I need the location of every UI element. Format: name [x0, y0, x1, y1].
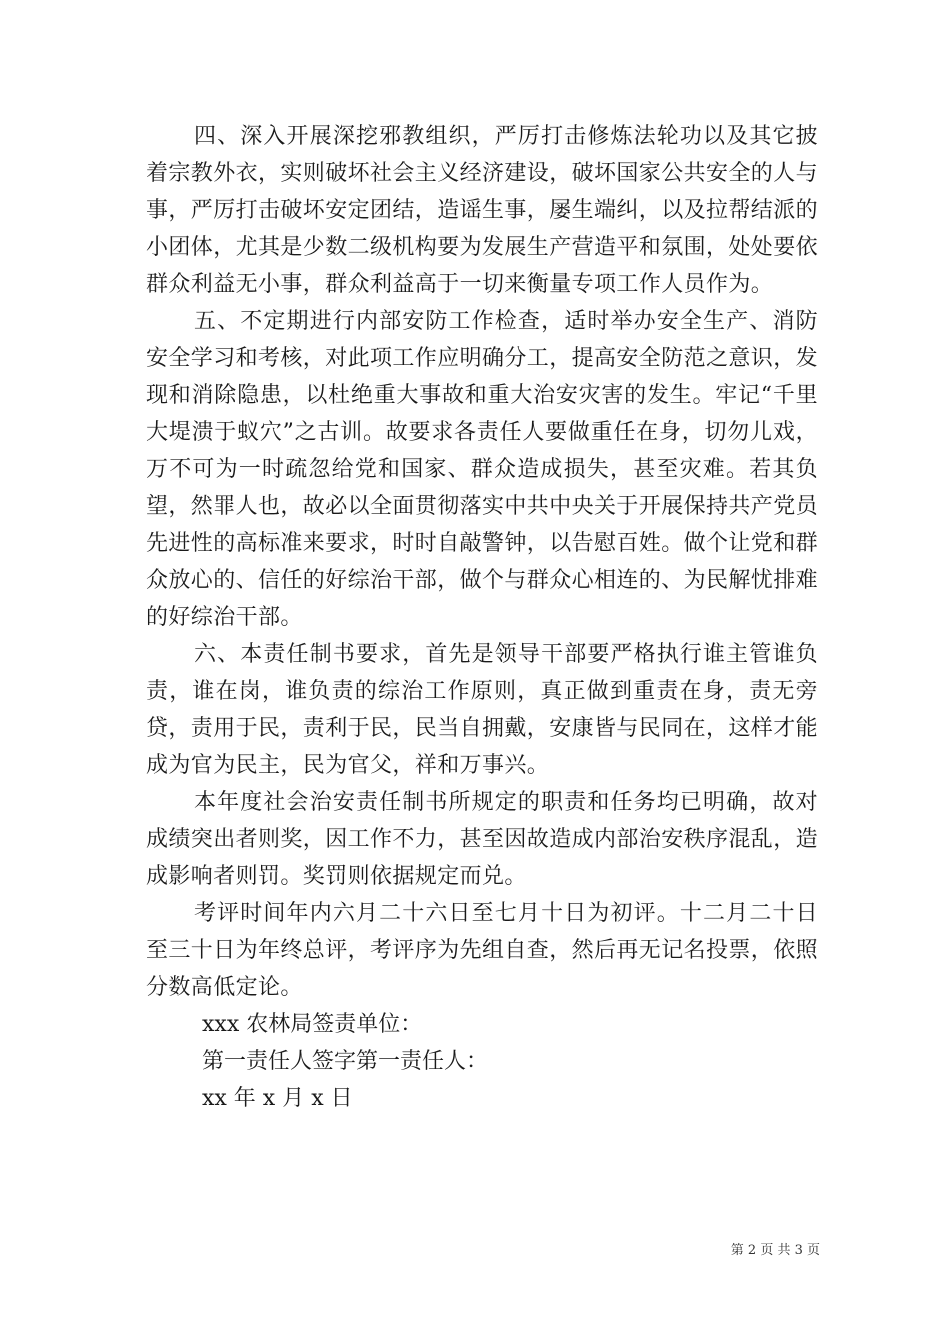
- paragraph-rewards: 本年度社会治安责任制书所规定的职责和任务均已明确，故对成绩突出者则奖，因工作不力，甚至因故造成内部治安秩序混乱，造成影响者则罚。奖罚则依据规定而兑。: [146, 790, 819, 889]
- paragraph-four: 四、深入开展深挖邪教组织，严厉打击修炼法轮功以及其它披着宗教外衣，实则破坏社会主义经济建设，破坏国家公共安全的人与事，严厉打击破坏安定团结，造谣生事，屡生端纠，以及拉帮结派的小团体，尤其是少数二级机构要为发展生产营造平和氛围，处处要依群众利益无小事，群众利益高于一切来衡量专项工作人员作为。: [146, 124, 819, 297]
- signature-person: 第一责任人签字第一责任人：: [202, 1049, 489, 1074]
- paragraph-evaluation: 考评时间年内六月二十六日至七月十日为初评。十二月二十日至三十日为年终总评，考评序为先组自查，然后再无记名投票，依照分数高低定论。: [146, 901, 819, 1000]
- paragraph-six: 六、本责任制书要求，首先是领导干部要严格执行谁主管谁负责，谁在岗，谁负责的综治工作原则，真正做到重责在身，责无旁贷，责用于民，责利于民，民当自拥戴，安康皆与民同在，这样才能成为官为民主，民为官父，祥和万事兴。: [146, 642, 819, 778]
- paragraph-five: 五、不定期进行内部安防工作检查，适时举办安全生产、消防安全学习和考核，对此项工作应明确分工，提高安全防范之意识，发现和消除隐患，以杜绝重大事故和重大治安灾害的发生。牢记“千里大堤溃于蚁穴”之古训。故要求各责任人要做重任在身，切勿儿戏，万不可为一时疏忽给党和国家、群众造成损失，甚至灾难。若其负望，然罪人也，故必以全面贯彻落实中共中央关于开展保持共产党员先进性的高标准来要求，时时自敲警钟，以告慰百姓。做个让党和群众放心的、信任的好综治干部，做个与群众心相连的、为民解忧排难的好综治干部。: [146, 309, 819, 630]
- signature-date: xx 年 x 月 x 日: [202, 1086, 353, 1111]
- page-number: 第 2 页 共 3 页: [730, 1243, 820, 1258]
- signature-unit: xxx 农林局签责单位：: [202, 1012, 423, 1037]
- document-body: [146, 118, 818, 1117]
